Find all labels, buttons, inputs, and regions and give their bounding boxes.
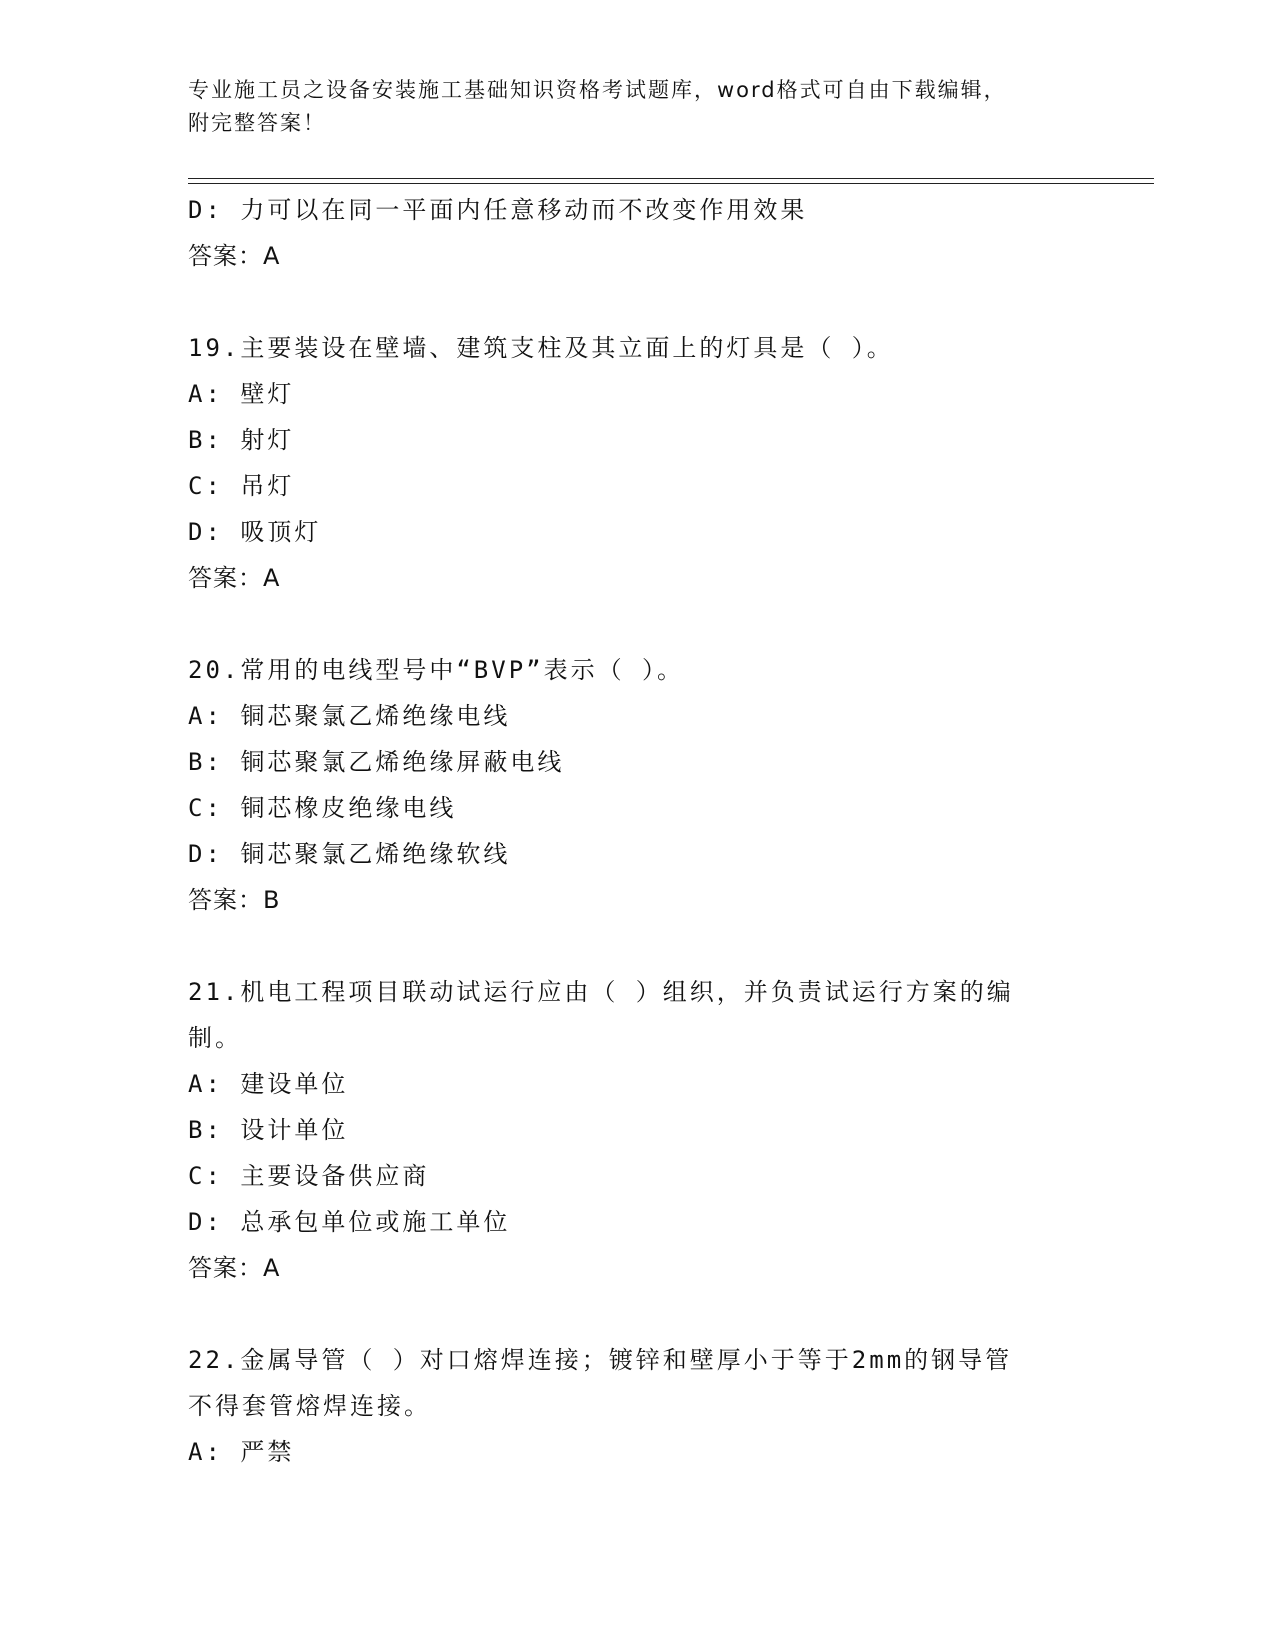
option-a: A: 建设单位 [188, 1070, 349, 1098]
header-line-1: 专业施工员之设备安装施工基础知识资格考试题库，word格式可自由下载编辑， [188, 78, 1007, 102]
option-b: B: 射灯 [188, 426, 295, 454]
question-list [188, 187, 1068, 1475]
document-header [188, 74, 1068, 140]
question-block-prev [188, 187, 1068, 279]
option-b: B: 铜芯聚氯乙烯绝缘屏蔽电线 [188, 748, 565, 776]
answer-line: 答案：B [188, 886, 281, 914]
question-stem: 19.主要装设在壁墙、建筑支柱及其立面上的灯具是（ ）。 [188, 334, 894, 362]
question-block-20 [188, 647, 1068, 923]
answer-line: 答案：A [188, 1254, 281, 1282]
option-d: D: 铜芯聚氯乙烯绝缘软线 [188, 840, 511, 868]
question-block-21 [188, 969, 1068, 1291]
question-stem: 20.常用的电线型号中“BVP”表示（ ）。 [188, 656, 685, 684]
option-d: D: 吸顶灯 [188, 518, 322, 546]
spacer [188, 279, 1068, 325]
spacer [188, 923, 1068, 969]
answer-line: 答案：A [188, 564, 281, 592]
question-block-19 [188, 325, 1068, 601]
question-stem-line-1: 21.机电工程项目联动试运行应由（ ）组织，并负责试运行方案的编 [188, 978, 1014, 1006]
option-a: A: 铜芯聚氯乙烯绝缘电线 [188, 702, 511, 730]
question-stem-line-2: 不得套管熔焊连接。 [188, 1392, 431, 1420]
option-c: C: 主要设备供应商 [188, 1162, 430, 1190]
header-divider-bottom [188, 183, 1154, 184]
option-a: A: 严禁 [188, 1438, 295, 1466]
header-divider-top [188, 178, 1154, 179]
question-block-22 [188, 1337, 1068, 1475]
option-d: D: 力可以在同一平面内任意移动而不改变作用效果 [188, 196, 808, 224]
header-line-2: 附完整答案！ [188, 111, 326, 135]
option-a: A: 壁灯 [188, 380, 295, 408]
option-c: C: 铜芯橡皮绝缘电线 [188, 794, 457, 822]
option-c: C: 吊灯 [188, 472, 295, 500]
spacer [188, 601, 1068, 647]
spacer [188, 1291, 1068, 1337]
option-d: D: 总承包单位或施工单位 [188, 1208, 511, 1236]
question-stem-line-1: 22.金属导管（ ）对口熔焊连接；镀锌和壁厚小于等于2mm的钢导管 [188, 1346, 1013, 1374]
answer-line: 答案：A [188, 242, 281, 270]
question-stem-line-2: 制。 [188, 1024, 242, 1052]
option-b: B: 设计单位 [188, 1116, 349, 1144]
